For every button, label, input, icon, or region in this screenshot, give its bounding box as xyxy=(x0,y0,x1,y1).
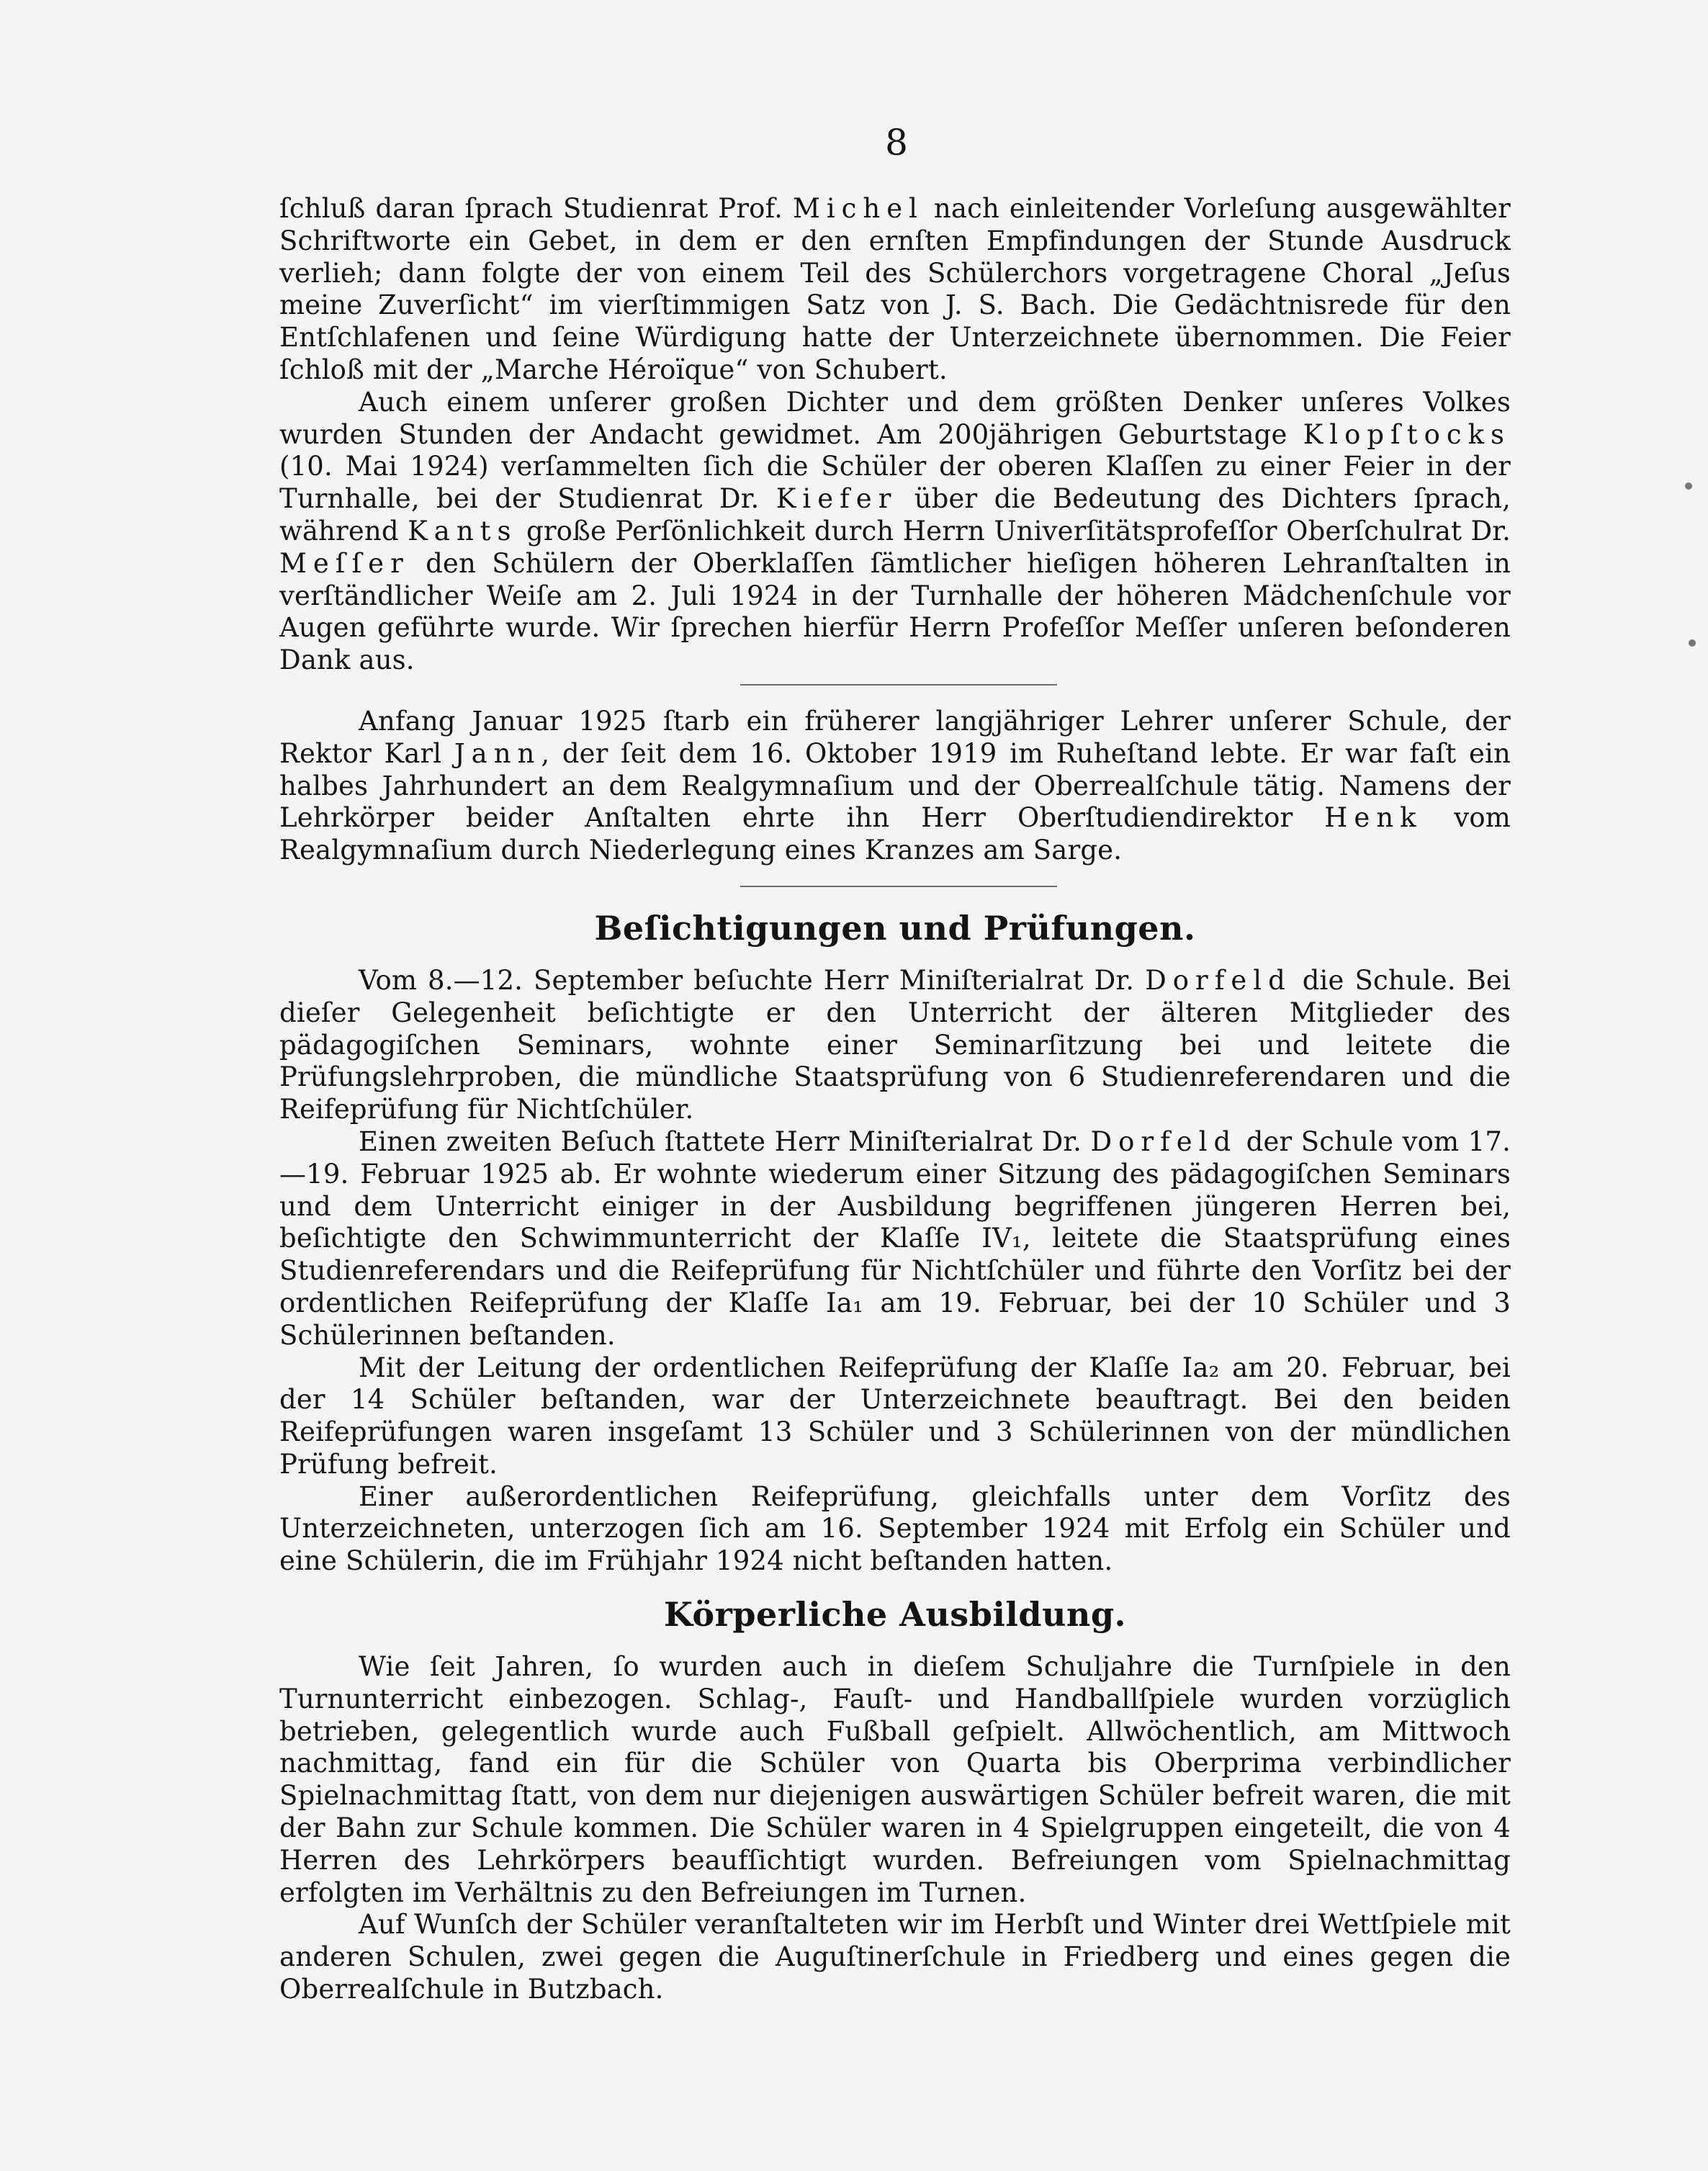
name-kiefer: Kiefer xyxy=(776,483,898,515)
name-kant: Kants xyxy=(408,515,518,547)
name-michel: Michel xyxy=(792,193,924,224)
paragraph-gymnastics-games: Wie ſeit Jahren, ſo wurden auch in dieſem Schuljahre die Turnſpiele in den Turnunterricht einbezogen. Schlag-, Fauſt- und Handballſpiele wurden vorzüglich betrieben, gelegentlich wurde auch Fußball geſpielt. Allwöchentlich, am Mittwoch nachmittag, fand ein für die Schüler von Quarta bis Oberprima verbindlicher Spielnachmittag ſtatt, von dem nur diejenigen auswärtigen Schüler befreit waren, die mit der Bahn zur Schule kommen. Die Schüler waren in 4 Spielgruppen eingeteilt, die von 4 Herren des Lehrkörpers beaufſichtigt wurden. Befreiungen vom Spielnachmittag erfolgten im Verhältnis zu den Befreiungen im Turnen. xyxy=(279,1651,1511,1908)
paragraph-first-visit: Vom 8.—12. September beſuchte Herr Miniſterialrat Dr. Dorfeld die Schule. Bei dieſer Gelegenheit beſichtigte er den Unterricht der älteren Mitglieder des pädagogiſchen Seminars, wohnte einer Seminarſitzung bei und leitete die Prüfungslehrproben, die mündliche Staatsprüfung von 6 Studienreferendaren und die Reifeprüfung für Nichtſchüler. xyxy=(279,964,1511,1125)
section-divider xyxy=(740,886,1057,887)
scan-speck xyxy=(1685,482,1692,490)
page-body xyxy=(279,193,1511,2006)
section-divider xyxy=(740,684,1057,686)
paragraph-obituary: Anfang Januar 1925 ſtarb ein früherer langjähriger Lehrer unſerer Schule, der Rektor Karl Jann, der ſeit dem 16. Oktober 1919 im Ruheſtand lebte. Er war faſt ein halbes Jahrhundert an dem Realgymnaſium und der Oberrealſchule tätig. Namens der Lehrkörper beider Anſtalten ehrte ihn Herr Oberſtudiendirektor Henk vom Realgymnaſium durch Niederlegung eines Kranzes am Sarge. xyxy=(279,705,1511,866)
heading-inspections-exams: Beſichtigungen und Prüfungen. xyxy=(594,908,1196,948)
name-klopstock: Klopſtocks xyxy=(1303,418,1511,450)
name-messer: Meſſer xyxy=(279,547,410,579)
paragraph-klopstock-kant: Auch einem unſerer großen Dichter und dem größten Denker unſeres Volkes wurden Stunden der Andacht gewidmet. Am 200jährigen Geburtstage Klopſtocks (10. Mai 1924) verſammelten ſich die Schüler der oberen Klaſſen zu einer Feier in der Turnhalle, bei der Studienrat Dr. Kiefer über die Bedeutung des Dichters ſprach, während Kants große Perſönlichkeit durch Herrn Univerſitätsprofeſſor Oberſchulrat Dr. Meſſer den Schülern der Oberklaſſen ſämtlicher hieſigen höheren Lehranſtalten in verſtändlicher Weiſe am 2. Juli 1924 in der Turnhalle der höheren Mädchenſchule vor Augen geführte wurde. Wir ſprechen hierfür Herrn Profeſſor Meſſer unſeren beſonderen Dank aus. xyxy=(279,386,1511,676)
paragraph-second-visit: Einen zweiten Beſuch ſtattete Herr Miniſterialrat Dr. Dorfeld der Schule vom 17.—19. Februar 1925 ab. Er wohnte wiederum einer Sitzung des pädagogiſchen Seminars und dem Unterricht einiger in der Ausbildung begriffenen jüngeren Herren bei, beſichtigte den Schwimmunterricht der Klaſſe IV₁, leitete die Staatsprüfung eines Studienreferendars und die Reifeprüfung für Nichtſchüler und führte den Vorſitz bei der ordentlichen Reifeprüfung der Klaſſe Ia₁ am 19. Februar, bei der 10 Schüler und 3 Schülerinnen beſtanden. xyxy=(279,1125,1511,1351)
paragraph-extraordinary-exam: Einer außerordentlichen Reifeprüfung, gleichfalls unter dem Vorſitz des Unterzeichneten, unterzogen ſich am 16. September 1924 mit Erfolg ein Schüler und eine Schülerin, die im Frühjahr 1924 nicht beſtanden hatten. xyxy=(279,1480,1511,1577)
heading-physical-education: Körperliche Ausbildung. xyxy=(663,1595,1127,1635)
paragraph-memorial-service: ſchluß daran ſprach Studienrat Prof. Michel nach einleitender Vorleſung ausgewählter Schriftworte ein Gebet, in dem er den ernſten Empfindungen der Stunde Ausdruck verlieh; dann folgte der von einem Teil des Schülerchors vorgetragene Choral „Jeſus meine Zuverſicht“ im vierſtimmigen Satz von J. S. Bach. Die Gedächtnisrede für den Entſchlafenen und ſeine Würdigung hatte der Unterzeichnete übernommen. Die Feier ſchloß mit der „Marche Héroïque“ von Schubert. xyxy=(279,193,1511,385)
paragraph-competitions: Auf Wunſch der Schüler veranſtalteten wir im Herbſt und Winter drei Wettſpiele mit anderen Schulen, zwei gegen die Auguſtinerſchule in Friedberg und eines gegen die Oberrealſchule in Butzbach. xyxy=(279,1909,1511,2005)
paragraph-final-exam-ia2: Mit der Leitung der ordentlichen Reifeprüfung der Klaſſe Ia₂ am 20. Februar, bei der 14 Schüler beſtanden, war der Unterzeichnete beauftragt. Bei den beiden Reifeprüfungen waren insgeſamt 13 Schüler und 3 Schülerinnen von der mündlichen Prüfung befreit. xyxy=(279,1352,1511,1480)
name-dorfeld: Dorfeld xyxy=(1145,964,1292,996)
page-number: 8 xyxy=(885,122,908,163)
name-dorfeld: Dorfeld xyxy=(1090,1125,1238,1157)
name-henk: Henk xyxy=(1324,802,1423,834)
name-jann: Jann xyxy=(454,737,541,769)
scan-speck xyxy=(1689,639,1696,647)
